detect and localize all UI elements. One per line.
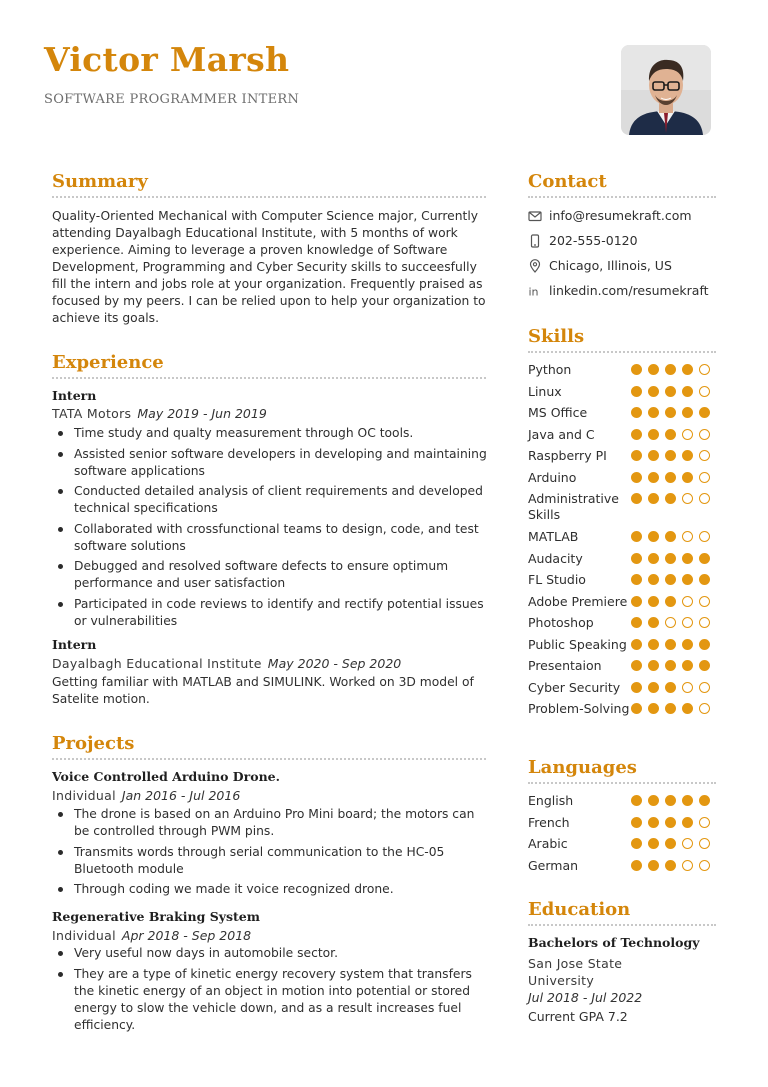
skill-rating	[631, 660, 716, 671]
rating-dot-filled	[648, 817, 659, 828]
rating-dot-filled	[631, 574, 642, 585]
rating-dot-filled	[631, 838, 642, 849]
rating-dot-filled	[682, 795, 693, 806]
rating-dot-filled	[648, 386, 659, 397]
profile-photo	[621, 45, 711, 135]
rating-dot-filled	[665, 860, 676, 871]
summary-heading: Summary	[52, 171, 148, 192]
rating-dot-filled	[682, 574, 693, 585]
languages-divider	[528, 782, 716, 784]
skill-rating	[631, 703, 716, 714]
rating-dot-filled	[682, 450, 693, 461]
rating-dot-empty	[682, 838, 693, 849]
rating-dot-filled	[648, 553, 659, 564]
skill-rating	[631, 617, 716, 628]
rating-dot-filled	[631, 553, 642, 564]
experience-heading: Experience	[52, 352, 164, 373]
skill-label: Linux	[528, 383, 562, 399]
rating-dot-filled	[631, 682, 642, 693]
list-item: Very useful now days in automobile sector.	[52, 945, 490, 962]
rating-dot-filled	[665, 703, 676, 714]
rating-dot-filled	[699, 407, 710, 418]
contact-email-text: info@resumekraft.com	[549, 208, 692, 223]
rating-dot-empty	[682, 429, 693, 440]
project-meta	[52, 788, 240, 803]
skill-rating	[631, 493, 716, 504]
list-item: They are a type of kinetic energy recovery system that transfers the kinetic energy of an object in motion into potential or stored energy to slow the vehicle down, and as a result increases fuel efficiency.	[52, 966, 490, 1034]
rating-dot-filled	[648, 617, 659, 628]
project-bullets	[52, 806, 490, 902]
rating-dot-filled	[631, 493, 642, 504]
skill-label: Administrative Skills	[528, 491, 619, 522]
rating-dot-filled	[648, 407, 659, 418]
rating-dot-filled	[631, 795, 642, 806]
rating-dot-filled	[682, 553, 693, 564]
education-degree: Bachelors of Technology	[528, 935, 700, 950]
rating-dot-filled	[682, 407, 693, 418]
language-label: German	[528, 857, 579, 873]
rating-dot-filled	[665, 450, 676, 461]
svg-text:in: in	[528, 285, 539, 298]
languages-heading: Languages	[528, 757, 637, 778]
job-title: Intern	[52, 637, 97, 652]
contact-phone-text: 202-555-0120	[549, 233, 638, 248]
contact-location-text: Chicago, Illinois, US	[549, 258, 672, 273]
rating-dot-empty	[699, 364, 710, 375]
rating-dot-filled	[665, 364, 676, 375]
skill-rating	[631, 407, 716, 418]
rating-dot-filled	[648, 472, 659, 483]
rating-dot-filled	[648, 639, 659, 650]
project-dates: Apr 2018 - Sep 2018	[121, 928, 252, 943]
skills-heading: Skills	[528, 326, 585, 347]
rating-dot-filled	[682, 386, 693, 397]
rating-dot-filled	[699, 795, 710, 806]
rating-dot-filled	[631, 703, 642, 714]
rating-dot-filled	[665, 553, 676, 564]
rating-dot-filled	[631, 386, 642, 397]
rating-dot-filled	[648, 493, 659, 504]
rating-dot-filled	[665, 531, 676, 542]
job-description: Getting familiar with MATLAB and SIMULINK. Worked on 3D model of Satelite motion.	[52, 675, 474, 706]
rating-dot-filled	[648, 596, 659, 607]
rating-dot-filled	[648, 531, 659, 542]
rating-dot-filled	[682, 703, 693, 714]
education-gpa: Current GPA 7.2	[528, 1009, 628, 1024]
job-meta	[52, 406, 267, 421]
skill-label: Cyber Security	[528, 679, 621, 695]
skill-label: Raspberry PI	[528, 448, 607, 463]
rating-dot-empty	[665, 617, 676, 628]
rating-dot-filled	[699, 639, 710, 650]
summary-text: Quality-Oriented Mechanical with Computer Science major, Currently attending Dayalbagh Educational Institute, with 5 months of work experience. Aiming to leverage a proven knowledge of Software Development, Programming and Cyber Security skills to succeesfully fill the intern and jobs role at your organization. Frequently praised as focused by my peers. I can be relied upon to help your organization to achieve its goals.	[52, 209, 486, 325]
rating-dot-empty	[699, 472, 710, 483]
skill-rating	[631, 531, 716, 542]
phone-icon	[528, 234, 542, 248]
rating-dot-filled	[648, 838, 659, 849]
rating-dot-filled	[665, 639, 676, 650]
rating-dot-empty	[699, 817, 710, 828]
rating-dot-empty	[699, 617, 710, 628]
skill-rating	[631, 472, 716, 483]
rating-dot-filled	[631, 860, 642, 871]
project-title: Voice Controlled Arduino Drone.	[52, 769, 280, 784]
list-item: Participated in code reviews to identify and rectify potential issues or vulnerabilities	[52, 596, 490, 630]
rating-dot-filled	[648, 860, 659, 871]
skill-label: FL Studio	[528, 572, 586, 587]
rating-dot-filled	[682, 472, 693, 483]
rating-dot-filled	[631, 407, 642, 418]
language-rating	[631, 838, 716, 849]
rating-dot-empty	[699, 860, 710, 871]
rating-dot-filled	[665, 472, 676, 483]
rating-dot-filled	[665, 386, 676, 397]
rating-dot-filled	[665, 574, 676, 585]
portrait-image	[621, 45, 711, 135]
rating-dot-filled	[631, 660, 642, 671]
rating-dot-empty	[699, 596, 710, 607]
list-item: Conducted detailed analysis of client requirements and developed technical specifications	[52, 483, 490, 517]
rating-dot-filled	[665, 493, 676, 504]
education-school: San Jose State University	[528, 956, 623, 988]
rating-dot-filled	[665, 596, 676, 607]
list-item: Collaborated with crossfunctional teams to design, code, and test software solutions	[52, 521, 490, 555]
project-bullets	[52, 945, 490, 1037]
rating-dot-empty	[699, 531, 710, 542]
job-bullets	[52, 425, 490, 633]
skill-rating	[631, 639, 716, 650]
skill-rating	[631, 682, 716, 693]
skill-label: MS Office	[528, 405, 588, 420]
job-meta	[52, 656, 401, 671]
language-label: Arabic	[528, 836, 568, 851]
rating-dot-filled	[648, 450, 659, 461]
rating-dot-filled	[665, 817, 676, 828]
skill-rating	[631, 553, 716, 564]
candidate-name: Victor Marsh	[44, 40, 290, 79]
rating-dot-empty	[682, 682, 693, 693]
list-item: The drone is based on an Arduino Pro Mini board; the motors can be controlled through PWM pins.	[52, 806, 490, 840]
experience-divider	[52, 377, 486, 379]
list-item: Debugged and resolved software defects to ensure optimum performance and user satisfaction	[52, 558, 490, 592]
list-item: Time study and qualty measurement through OC tools.	[52, 425, 490, 442]
list-item: Through coding we made it voice recognized drone.	[52, 881, 490, 898]
rating-dot-filled	[631, 450, 642, 461]
rating-dot-filled	[665, 407, 676, 418]
rating-dot-filled	[631, 429, 642, 440]
education-heading: Education	[528, 899, 631, 920]
contact-linkedin[interactable]	[528, 283, 709, 298]
envelope-icon	[528, 209, 542, 223]
rating-dot-filled	[631, 817, 642, 828]
list-item: Transmits words through serial communication to the HC-05 Bluetooth module	[52, 844, 490, 878]
skill-rating	[631, 364, 716, 375]
skill-label: Audacity	[528, 550, 583, 566]
rating-dot-empty	[682, 617, 693, 628]
rating-dot-filled	[631, 617, 642, 628]
skill-label: Presentaion	[528, 658, 602, 673]
project-meta	[52, 928, 251, 943]
rating-dot-filled	[699, 660, 710, 671]
rating-dot-filled	[648, 703, 659, 714]
rating-dot-empty	[699, 703, 710, 714]
rating-dot-filled	[648, 682, 659, 693]
skill-label: Adobe Premiere	[528, 593, 628, 609]
rating-dot-filled	[682, 364, 693, 375]
rating-dot-filled	[682, 660, 693, 671]
skill-rating	[631, 450, 716, 461]
rating-dot-filled	[665, 682, 676, 693]
project-type: Individual	[52, 788, 116, 803]
language-rating	[631, 817, 716, 828]
map-pin-icon	[528, 259, 542, 273]
skill-label: Public Speaking	[528, 636, 627, 652]
summary-divider	[52, 196, 486, 198]
skill-label: Problem-Solving	[528, 701, 630, 716]
rating-dot-filled	[665, 429, 676, 440]
rating-dot-empty	[699, 450, 710, 461]
rating-dot-filled	[631, 531, 642, 542]
project-title: Regenerative Braking System	[52, 909, 260, 924]
skill-label: Java and C	[528, 426, 595, 442]
contact-linkedin-text: linkedin.com/resumekraft	[549, 283, 709, 298]
skill-rating	[631, 429, 716, 440]
language-label: English	[528, 793, 574, 808]
rating-dot-filled	[682, 639, 693, 650]
project-type: Individual	[52, 928, 116, 943]
rating-dot-filled	[665, 795, 676, 806]
language-rating	[631, 795, 716, 806]
language-label: French	[528, 814, 570, 830]
rating-dot-empty	[682, 860, 693, 871]
rating-dot-empty	[699, 493, 710, 504]
rating-dot-filled	[631, 472, 642, 483]
rating-dot-filled	[631, 639, 642, 650]
projects-heading: Projects	[52, 733, 135, 754]
rating-dot-filled	[665, 838, 676, 849]
job-dates: May 2019 - Jun 2019	[137, 406, 267, 421]
rating-dot-filled	[631, 596, 642, 607]
list-item: Assisted senior software developers in developing and maintaining software applications	[52, 446, 490, 480]
rating-dot-empty	[699, 682, 710, 693]
rating-dot-filled	[699, 553, 710, 564]
skill-rating	[631, 386, 716, 397]
job-company: Dayalbagh Educational Institute	[52, 656, 262, 671]
skill-label: MATLAB	[528, 529, 579, 544]
language-rating	[631, 860, 716, 871]
job-dates: May 2020 - Sep 2020	[267, 656, 402, 671]
rating-dot-filled	[699, 574, 710, 585]
job-company: TATA Motors	[52, 406, 132, 421]
education-divider	[528, 924, 716, 926]
rating-dot-filled	[631, 364, 642, 375]
contact-email[interactable]	[528, 208, 692, 223]
contact-divider	[528, 196, 716, 198]
contact-heading: Contact	[528, 171, 607, 192]
projects-divider	[52, 758, 486, 760]
rating-dot-filled	[648, 660, 659, 671]
skill-label: Photoshop	[528, 615, 594, 630]
candidate-title: SOFTWARE PROGRAMMER INTERN	[44, 92, 300, 107]
rating-dot-empty	[682, 596, 693, 607]
skill-label: Arduino	[528, 469, 577, 485]
skills-divider	[528, 351, 716, 353]
rating-dot-filled	[648, 574, 659, 585]
rating-dot-filled	[665, 660, 676, 671]
contact-location	[528, 258, 672, 273]
skill-rating	[631, 574, 716, 585]
rating-dot-empty	[699, 386, 710, 397]
job-title: Intern	[52, 388, 97, 403]
skill-rating	[631, 596, 716, 607]
rating-dot-empty	[682, 531, 693, 542]
rating-dot-empty	[682, 493, 693, 504]
project-dates: Jan 2016 - Jul 2016	[121, 788, 241, 803]
rating-dot-filled	[648, 429, 659, 440]
rating-dot-empty	[699, 429, 710, 440]
rating-dot-filled	[648, 364, 659, 375]
rating-dot-filled	[648, 795, 659, 806]
rating-dot-empty	[699, 838, 710, 849]
contact-phone[interactable]	[528, 233, 638, 248]
linkedin-icon	[528, 284, 542, 298]
skill-label: Python	[528, 362, 572, 377]
education-dates: Jul 2018 - Jul 2022	[528, 990, 643, 1005]
rating-dot-filled	[682, 817, 693, 828]
